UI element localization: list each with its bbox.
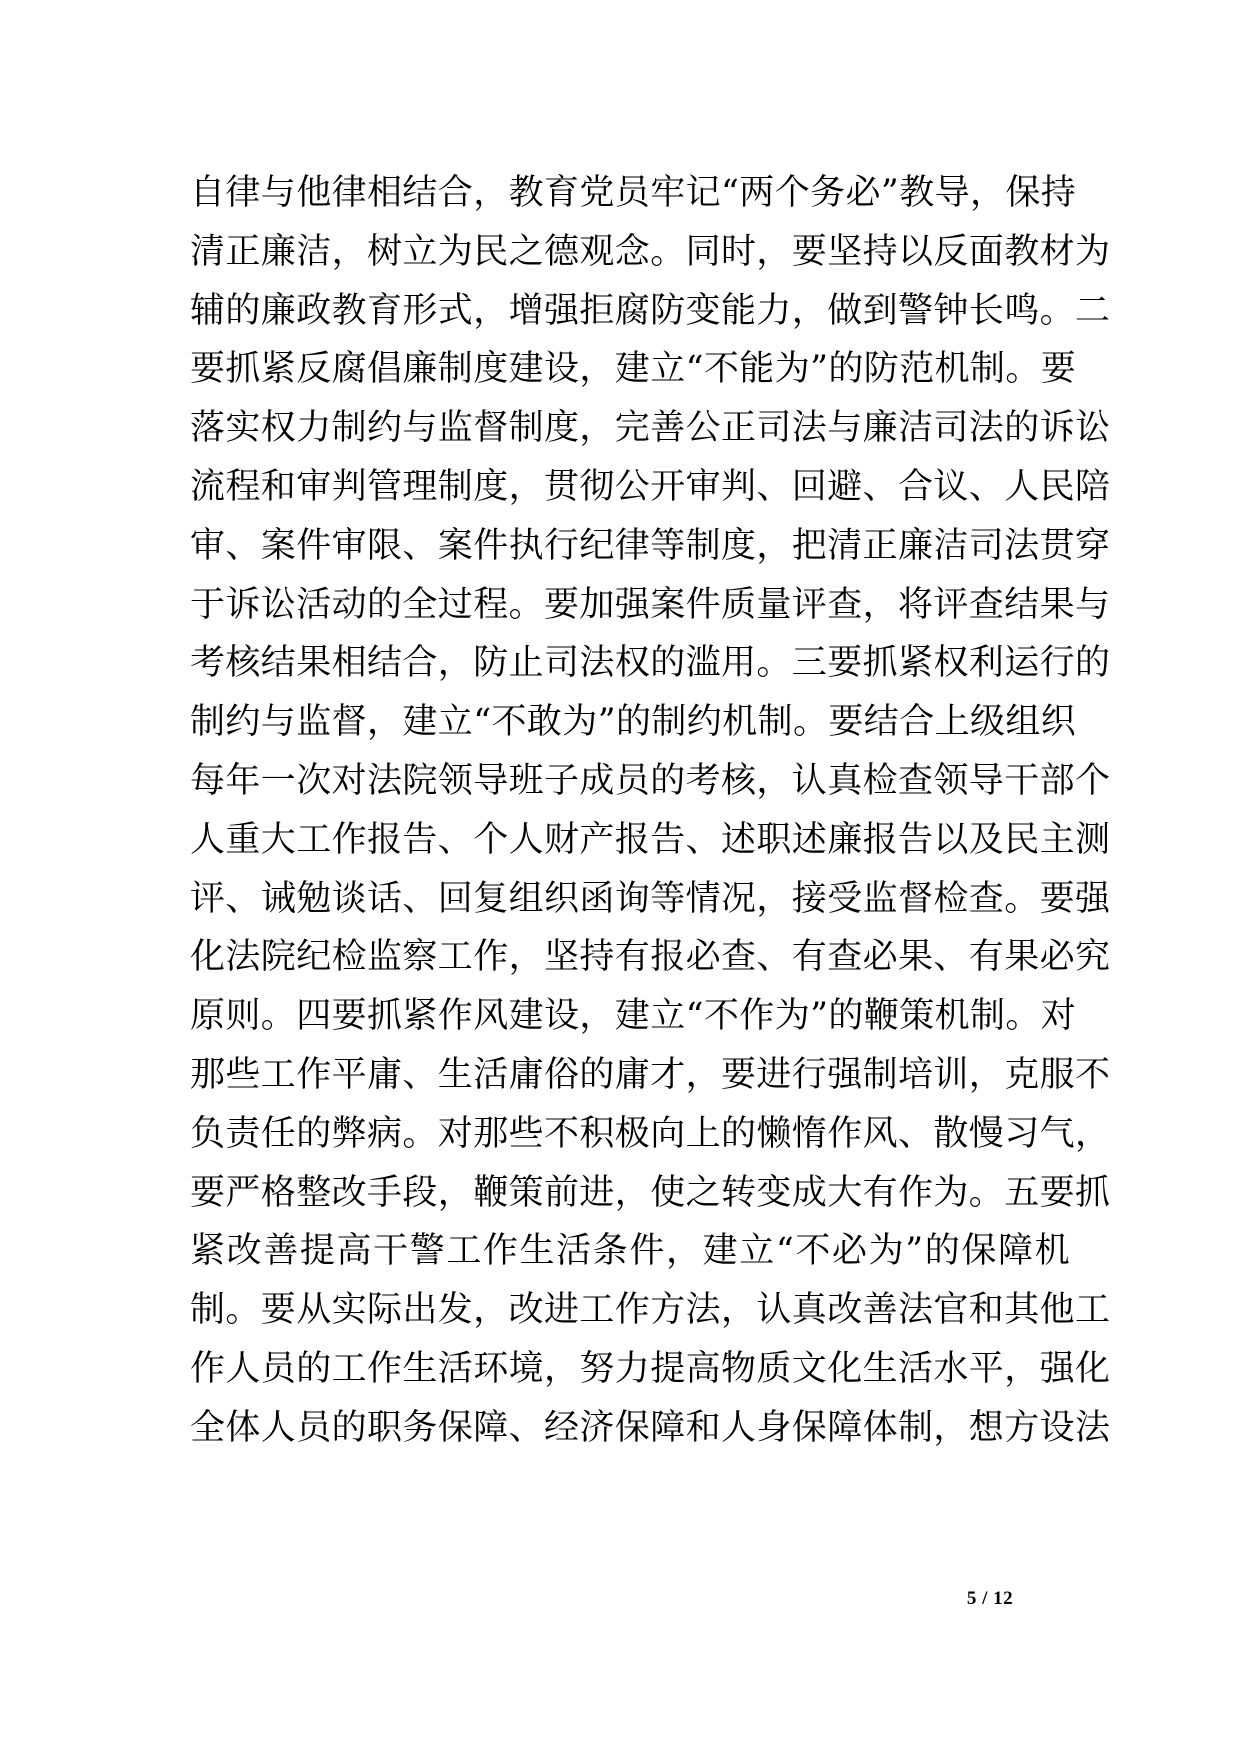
text-line: 自律与他律相结合，教育党员牢记“两个务必”教导，保持	[190, 173, 1077, 213]
text-line: 辅的廉政教育形式，增强拒腐防变能力，做到警钟长鸣。二	[190, 290, 1111, 331]
text-line: 那些工作平庸、生活庸俗的庸才，要进行强制培训，克服不	[190, 1054, 1111, 1095]
text-line: 制。要从实际出发，改进工作方法，认真改善法官和其他工	[190, 1290, 1111, 1331]
text-line: 负责任的弊病。对那些不积极向上的懒惰作风、散慢习气，	[190, 1113, 1111, 1154]
text-line: 制约与监督，建立“不敢为”的制约机制。要结合上级组织	[190, 702, 1077, 743]
text-line: 评、诫勉谈话、回复组织函询等情况，接受监督检查。要强	[190, 878, 1111, 919]
text-line: 于诉讼活动的全过程。要加强案件质量评查，将评查结果与	[190, 584, 1111, 625]
text-line: 人重大工作报告、个人财产报告、述职述廉报告以及民主测	[190, 819, 1111, 860]
page-number: 5 / 12	[966, 1588, 1014, 1609]
text-line: 每年一次对法院领导班子成员的考核，认真检查领导干部个	[190, 760, 1111, 801]
text-line: 化法院纪检监察工作，坚持有报必查、有查必果、有果必究	[190, 937, 1111, 978]
text-line: 流程和审判管理制度，贯彻公开审判、回避、合议、人民陪	[190, 466, 1111, 507]
text-line: 要抓紧反腐倡廉制度建设，建立“不能为”的防范机制。要	[190, 349, 1077, 390]
text-line: 作人员的工作生活环境，努力提高物质文化生活水平，强化	[190, 1348, 1111, 1389]
text-line: 紧改善提高干警工作生活条件，建立“不必为”的保障机	[190, 1231, 1070, 1272]
text-line: 考核结果相结合，防止司法权的滥用。三要抓紧权利运行的	[190, 643, 1111, 684]
body-text	[190, 164, 1111, 1458]
text-line: 原则。四要抓紧作风建设，建立“不作为”的鞭策机制。对	[190, 996, 1077, 1037]
text-line: 清正廉洁，树立为民之德观念。同时，要坚持以反面教材为	[190, 231, 1111, 272]
text-line: 要严格整改手段，鞭策前进，使之转变成大有作为。五要抓	[190, 1172, 1111, 1213]
text-line: 全体人员的职务保障、经济保障和人身保障体制，想方设法	[190, 1407, 1111, 1448]
text-line: 落实权力制约与监督制度，完善公正司法与廉洁司法的诉讼	[190, 408, 1111, 449]
text-line: 审、案件审限、案件执行纪律等制度，把清正廉洁司法贯穿	[190, 525, 1111, 566]
